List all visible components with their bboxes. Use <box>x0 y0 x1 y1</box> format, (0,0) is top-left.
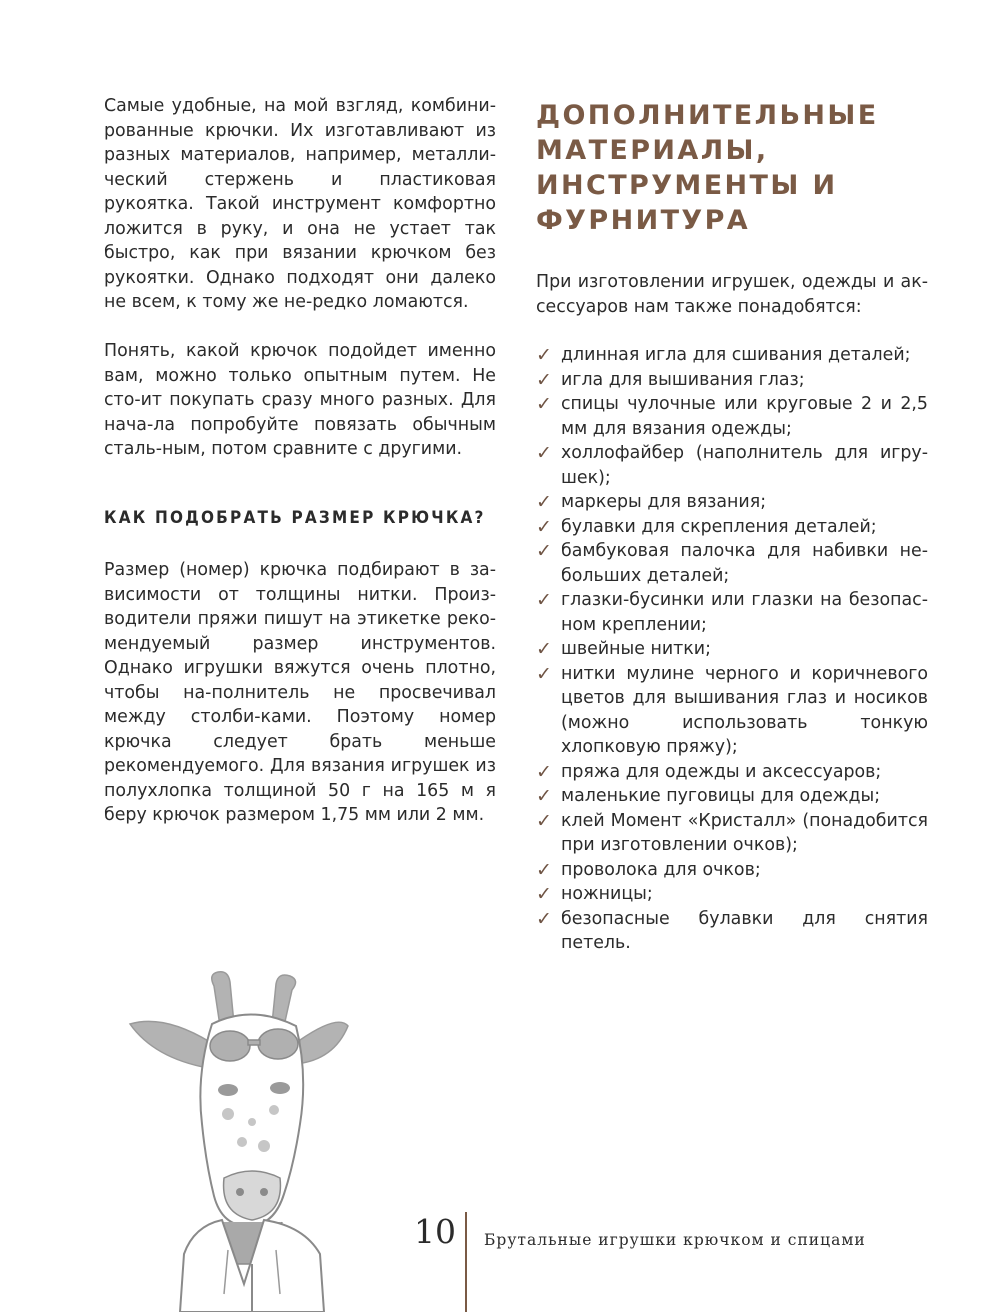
checklist-item-text: пряжа для одежды и аксессуаров; <box>561 761 882 782</box>
left-column <box>104 94 496 828</box>
check-mark-icon: ✓ <box>536 760 552 783</box>
paragraph-combined-hooks: Самые удобные, на мой взгляд, комбини-рованные крючки. Их изготавливают из разных материалов, например, металли-ческий стержень и пластиковая рукоятка. Такой инструмент комфортно ложится в руку, и она не устает так быстро, как при вязании крючком без рукоятки. Однако подходят они далеко не всем, к тому же не-редко ломаются. <box>104 96 496 312</box>
check-mark-icon: ✓ <box>536 858 552 881</box>
check-mark-icon: ✓ <box>536 638 552 660</box>
checklist-item-text: холлофайбер (наполнитель для игру-шек); <box>561 443 928 488</box>
checklist-item-text: игла для вышивания глаз; <box>561 369 805 390</box>
paragraph-hook-size: Размер (номер) крючка подбирают в за-висимости от толщины нитки. Произ-водители пряжи пишут на этикетке реко-мендуемый размер инструментов. Однако игрушки вяжутся очень плотно, чтобы на-полнитель не просвечивал между столби-ками. Поэтому номер крючка следует брать меньше рекомендуемого. Для вязания игрушек из полухлопка толщиной 50 г на 165 м я беру крючок размером 1,75 мм или 2 мм. <box>104 560 496 825</box>
checklist-item <box>536 760 928 785</box>
page-number: 10 <box>414 1212 456 1251</box>
checklist-item-text: проволока для очков; <box>561 859 761 880</box>
checklist-item <box>536 809 928 858</box>
footer-divider <box>465 1212 467 1312</box>
giraffe-in-sunglasses-icon <box>124 964 354 1312</box>
checklist-item-text: швейные нитки; <box>561 639 711 659</box>
right-column <box>536 94 928 956</box>
checklist-item <box>536 907 928 956</box>
paragraph-try-hooks: Понять, какой крючок подойдет именно вам, можно только опытным путем. Не сто-ит покупать сразу много разных. Для нача-ла попробуйте повязать обычным сталь-ным, потом сравните с другими. <box>104 341 496 459</box>
checklist-item <box>536 368 928 393</box>
check-mark-icon: ✓ <box>536 907 552 930</box>
checklist-item-text: глазки-бусинки или глазки на безопас-ном креплении; <box>561 590 928 635</box>
subheading-hook-size: КАК ПОДОБРАТЬ РАЗМЕР КРЮЧКА? <box>104 507 486 528</box>
check-mark-icon: ✓ <box>536 809 552 832</box>
checklist-item-text: безопасные булавки для снятия петель. <box>561 908 928 953</box>
checklist-item <box>536 662 928 760</box>
check-mark-icon: ✓ <box>536 442 552 464</box>
check-mark-icon: ✓ <box>536 540 552 562</box>
checklist-item-text: маленькие пуговицы для одежды; <box>561 786 881 806</box>
section-heading-line-2: ИНСТРУМЕНТЫ И ФУРНИТУРА <box>536 170 838 236</box>
checklist-item <box>536 441 928 490</box>
check-mark-icon: ✓ <box>536 515 552 538</box>
materials-checklist <box>536 343 928 956</box>
checklist-item <box>536 637 928 662</box>
check-mark-icon: ✓ <box>536 785 552 807</box>
check-mark-icon: ✓ <box>536 368 552 391</box>
check-mark-icon: ✓ <box>536 393 552 415</box>
check-mark-icon: ✓ <box>536 589 552 611</box>
checklist-item <box>536 343 928 368</box>
running-title: Брутальные игрушки крючком и спицами <box>484 1231 866 1249</box>
checklist-item <box>536 882 928 907</box>
checklist-item <box>536 784 928 809</box>
checklist-item-text: маркеры для вязания; <box>561 492 767 512</box>
checklist-item-text: булавки для скрепления деталей; <box>561 516 877 537</box>
checklist-item <box>536 490 928 515</box>
checklist-item <box>536 539 928 588</box>
check-mark-icon: ✓ <box>536 662 552 685</box>
check-mark-icon: ✓ <box>536 491 552 513</box>
checklist-item-text: спицы чулочные или круговые 2 и 2,5 мм для вязания одежды; <box>561 394 928 439</box>
checklist-item <box>536 392 928 441</box>
section-heading-line-1: ДОПОЛНИТЕЛЬНЫЕ МАТЕРИАЛЫ, <box>536 100 879 166</box>
checklist-item <box>536 858 928 883</box>
checklist-item-text: бамбуковая палочка для набивки не-больших деталей; <box>561 541 928 586</box>
checklist-item <box>536 515 928 540</box>
checklist-item <box>536 588 928 637</box>
materials-intro: При изготовлении игрушек, одежды и ак-сессуаров нам также понадобятся: <box>536 272 928 317</box>
checklist-item-text: клей Момент «Кристалл» (понадобится при изготовлении очков); <box>561 810 928 855</box>
checklist-item-text: ножницы; <box>561 884 653 904</box>
section-heading <box>536 98 928 238</box>
checklist-item-text: длинная игла для сшивания деталей; <box>561 345 911 365</box>
checklist-item-text: нитки мулине черного и коричневого цветов для вышивания глаз и носиков (можно использовать тонкую хлопковую пряжу); <box>561 663 928 757</box>
check-mark-icon: ✓ <box>536 883 552 905</box>
check-mark-icon: ✓ <box>536 344 552 366</box>
